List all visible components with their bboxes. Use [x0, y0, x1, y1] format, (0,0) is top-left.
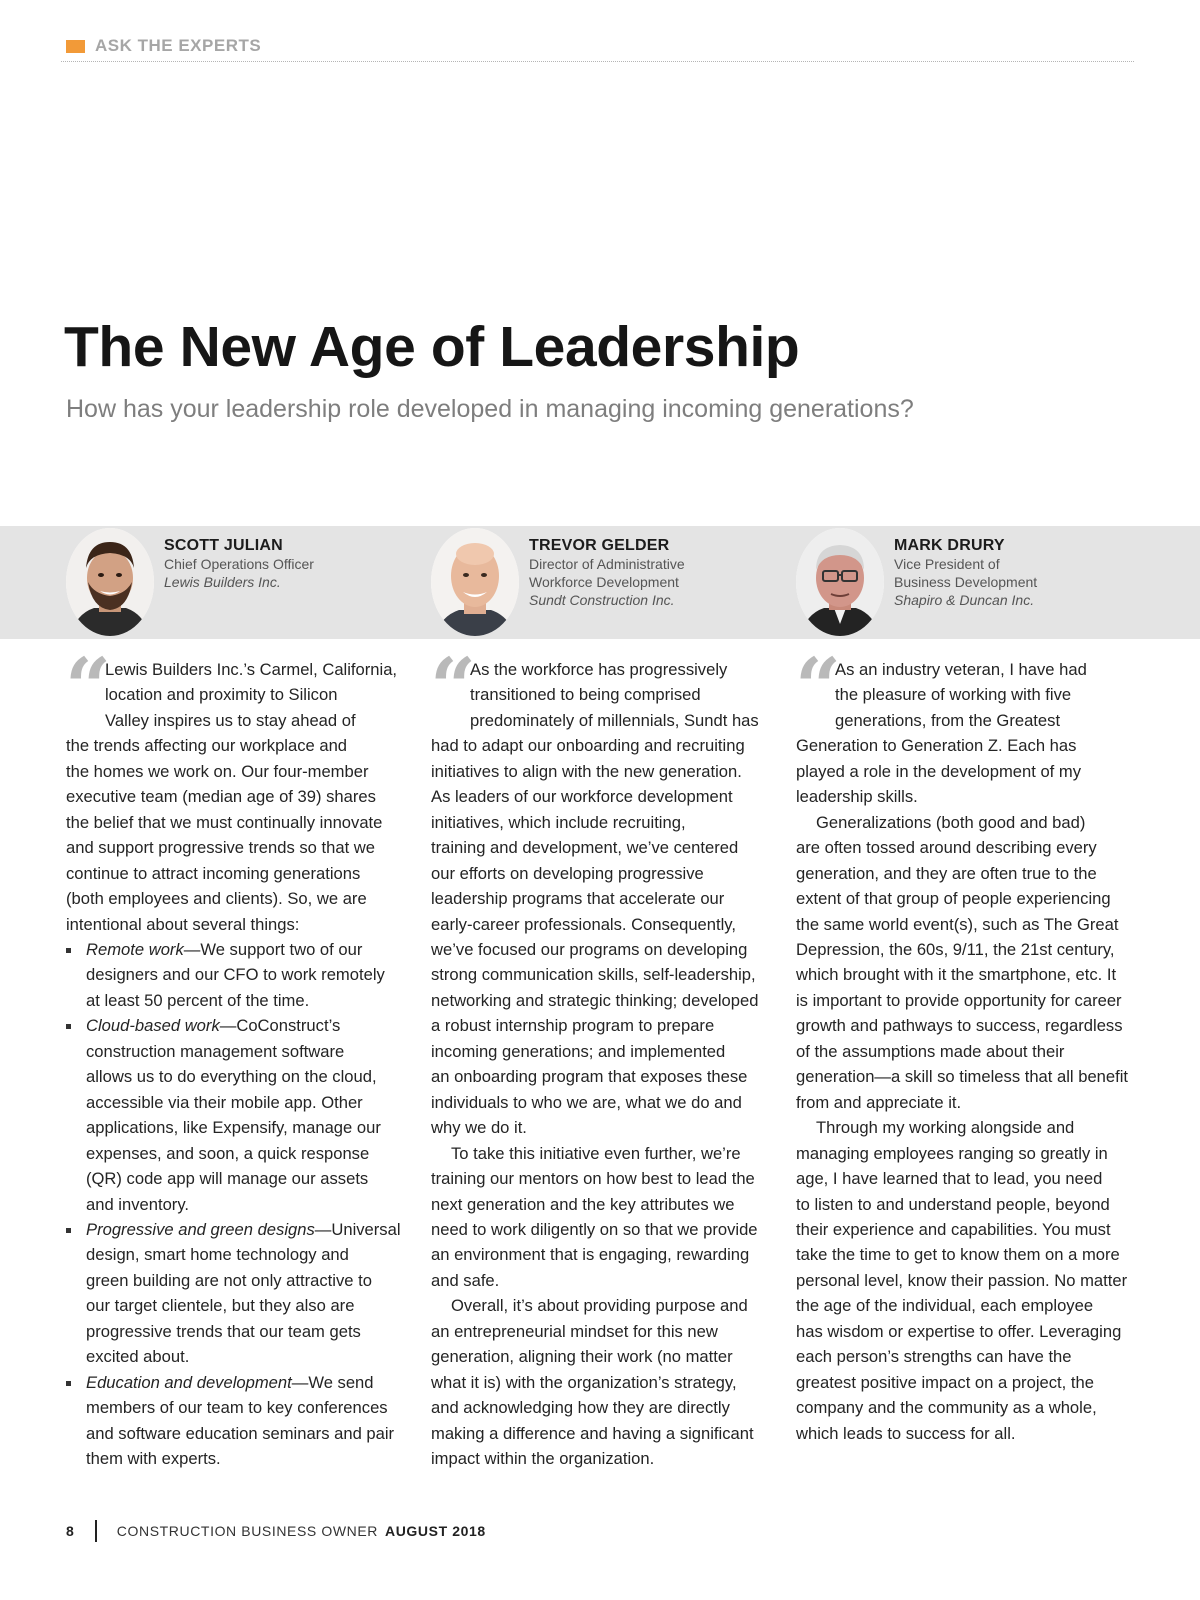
bullet-item-education — [66, 1370, 411, 1472]
expert-photo-1 — [66, 528, 154, 636]
body-line: an onboarding program that exposes these — [431, 1067, 748, 1087]
body-line: managing employees ranging so greatly in — [796, 1143, 1108, 1163]
bullet-marker — [66, 948, 71, 953]
bullet-line: green building are not only attractive to — [86, 1270, 372, 1290]
body-line: generations, from the Greatest — [835, 710, 1061, 730]
expert-info-1 — [164, 536, 394, 591]
expert-company: Lewis Builders Inc. — [164, 574, 281, 590]
body-line: the trends affecting our workplace and — [66, 736, 348, 756]
expert-info-3 — [894, 536, 1124, 609]
page-footer — [66, 1520, 486, 1542]
body-line: has wisdom or expertise to offer. Leveraging — [796, 1321, 1122, 1341]
body-line: greatest positive impact on a project, the — [796, 1372, 1094, 1392]
body-line: To take this initiative even further, we’re — [451, 1143, 741, 1163]
body-line: intentional about several things: — [66, 914, 300, 934]
expert-name: MARK DRURY — [894, 537, 1005, 554]
bullet-marker — [66, 1024, 71, 1029]
bullet-marker — [66, 1228, 71, 1233]
bullet-text: —CoConstruct’s — [219, 1016, 341, 1036]
body-line: location and proximity to Silicon — [105, 685, 338, 705]
body-line: initiatives, which include recruiting, — [431, 812, 686, 832]
body-line: executive team (median age of 39) shares — [66, 787, 376, 807]
body-line: Lewis Builders Inc.’s Carmel, California, — [105, 660, 398, 679]
quote-mark: “ — [430, 640, 477, 734]
body-line: networking and strategic thinking; developed — [431, 990, 759, 1010]
bullet-line: expenses, and soon, a quick response — [86, 1143, 370, 1163]
bullet-term: Education and development — [86, 1372, 292, 1392]
body-line: the age of the individual, each employee — [796, 1296, 1094, 1316]
body-line: (both employees and clients). So, we are — [66, 889, 367, 909]
bullet-term: Remote work — [86, 939, 184, 959]
bullet-line: designers and our CFO to work remotely — [86, 965, 385, 985]
expert-title: Chief Operations Officer — [164, 556, 314, 572]
body-line: which leads to success for all. — [796, 1423, 1016, 1443]
body-line: why we do it. — [431, 1118, 527, 1138]
bullet-line: construction management software — [86, 1041, 345, 1061]
expert-info-2 — [529, 536, 759, 609]
body-line: generation, and they are often true to the — [796, 863, 1097, 883]
body-line: had to adapt our onboarding and recruiting — [431, 736, 745, 756]
body-line: predominately of millennials, Sundt has — [470, 710, 759, 730]
bullet-line: allows us to do everything on the cloud, — [86, 1067, 377, 1087]
expert-photo-2 — [431, 528, 519, 636]
expert-name: TREVOR GELDER — [529, 537, 670, 554]
body-line: strong communication skills, self-leadership, — [431, 965, 756, 985]
body-line: As leaders of our workforce development — [431, 787, 733, 807]
bullet-text: —Universal — [314, 1219, 401, 1239]
body-line: individuals to who we are, what we do and — [431, 1092, 742, 1112]
bullet-term: Cloud-based work — [86, 1016, 220, 1036]
body-line: need to work diligently on so that we provide — [431, 1219, 758, 1239]
bullet-line: progressive trends that our team gets — [86, 1321, 361, 1341]
expert-name: SCOTT JULIAN — [164, 537, 283, 554]
body-line: age, I have learned that to lead, you need — [796, 1169, 1103, 1189]
bullet-text: —We support two of our — [183, 939, 363, 959]
article-subtitle: How has your leadership role developed in managing incoming generations? — [66, 395, 914, 423]
body-line: the homes we work on. Our four-member — [66, 761, 369, 781]
body-line: Generation to Generation Z. Each has — [796, 736, 1077, 756]
bullet-marker — [66, 1381, 71, 1386]
publication-issue: AUGUST 2018 — [385, 1523, 486, 1539]
bullet-line: accessible via their mobile app. Other — [86, 1092, 363, 1112]
quote-mark: “ — [795, 640, 842, 734]
body-line: the same world event(s), such as The Great — [796, 914, 1119, 934]
footer-divider — [95, 1520, 97, 1542]
body-line: growth and pathways to success, regardless — [796, 1016, 1123, 1036]
body-line: impact within the organization. — [431, 1449, 655, 1469]
body-line: their experience and capabilities. You must — [796, 1219, 1111, 1239]
section-accent-square — [66, 40, 85, 53]
body-line: are often tossed around describing every — [796, 838, 1097, 858]
body-line: of the assumptions made about their — [796, 1041, 1065, 1061]
expert-title-line-1: Director of Administrative — [529, 556, 685, 572]
body-line: is important to provide opportunity for career — [796, 990, 1122, 1010]
body-line: early-career professionals. Consequently, — [431, 914, 736, 934]
header-rule — [61, 61, 1134, 62]
bullet-line: and software education seminars and pair — [86, 1423, 395, 1443]
bullet-item-remote-work — [66, 937, 411, 1013]
body-line: Overall, it’s about providing purpose and — [451, 1296, 748, 1316]
body-line: to listen to and understand people, beyond — [796, 1194, 1110, 1214]
body-line: Valley inspires us to stay ahead of — [105, 710, 356, 730]
page-number: 8 — [66, 1523, 74, 1539]
body-line: As an industry veteran, I have had — [835, 660, 1087, 679]
body-line: training and development, we’ve centered — [431, 838, 739, 858]
body-line: and support progressive trends so that we — [66, 838, 376, 858]
bullet-item-cloud-based-work — [66, 1013, 411, 1217]
section-header — [66, 36, 261, 56]
body-line: an entrepreneurial mindset for this new — [431, 1321, 718, 1341]
body-line: an environment that is engaging, rewarding — [431, 1245, 750, 1265]
bullet-line: members of our team to key conferences — [86, 1398, 388, 1418]
body-line: Through my working alongside and — [816, 1118, 1075, 1138]
body-line: extent of that group of people experiencing — [796, 889, 1111, 909]
body-line: which brought with it the smartphone, etc. It — [796, 965, 1117, 985]
expert-title-line-2: Workforce Development — [529, 574, 679, 590]
body-line: personal level, know their passion. No matter — [796, 1270, 1128, 1290]
body-line: continue to attract incoming generations — [66, 863, 361, 883]
bullet-text: —We send — [291, 1372, 374, 1392]
bullet-line: design, smart home technology and — [86, 1245, 349, 1265]
body-line: As the workforce has progressively — [470, 660, 728, 679]
body-line: Generalizations (both good and bad) — [816, 812, 1086, 832]
expert-company: Shapiro & Duncan Inc. — [894, 592, 1035, 608]
body-line: what it is) with the organization’s strategy, — [431, 1372, 737, 1392]
body-line: from and appreciate it. — [796, 1092, 962, 1112]
bullet-item-green-designs — [66, 1217, 411, 1370]
body-line: our efforts on developing progressive — [431, 863, 704, 883]
body-line: company and the community as a whole, — [796, 1398, 1097, 1418]
column-1 — [65, 640, 411, 1472]
body-line: training our mentors on how best to lead the — [431, 1169, 755, 1189]
bullet-line: (QR) code app will manage our assets — [86, 1169, 369, 1189]
body-line: a robust internship program to prepare — [431, 1016, 715, 1036]
section-label: ASK THE EXPERTS — [95, 36, 262, 55]
body-line: each person’s strengths can have the — [796, 1347, 1072, 1367]
body-line: take the time to get to know them on a more — [796, 1245, 1120, 1265]
body-line: and safe. — [431, 1270, 500, 1290]
expert-company: Sundt Construction Inc. — [529, 592, 675, 608]
body-line: played a role in the development of my — [796, 761, 1082, 781]
quote-mark: “ — [65, 640, 112, 734]
body-line: initiatives to align with the new generation. — [431, 761, 742, 781]
bullet-line: our target clientele, but they also are — [86, 1296, 355, 1316]
bullet-line: them with experts. — [86, 1449, 221, 1469]
bullet-line: excited about. — [86, 1347, 190, 1367]
body-line: we’ve focused our programs on developing — [431, 939, 748, 959]
body-line: transitioned to being comprised — [470, 685, 701, 705]
column-3 — [795, 640, 1156, 1446]
body-line: leadership programs that accelerate our — [431, 889, 725, 909]
bullet-line: at least 50 percent of the time. — [86, 990, 310, 1010]
expert-photo-3 — [796, 528, 884, 636]
body-line: and acknowledging how they are directly — [431, 1398, 730, 1418]
body-line: generation—a skill so timeless that all benefit — [796, 1067, 1129, 1087]
bullet-line: applications, like Expensify, manage our — [86, 1118, 381, 1138]
article-title: The New Age of Leadership — [64, 315, 800, 379]
body-line: generation, aligning their work (no matter — [431, 1347, 733, 1367]
body-line: next generation and the key attributes we — [431, 1194, 735, 1214]
expert-title-line-2: Business Development — [894, 574, 1038, 590]
bullet-line: and inventory. — [86, 1194, 190, 1214]
bullet-term: Progressive and green designs — [86, 1219, 315, 1239]
body-line: incoming generations; and implemented — [431, 1041, 726, 1061]
expert-title-line-1: Vice President of — [894, 556, 1000, 572]
body-line: making a difference and having a significant — [431, 1423, 754, 1443]
body-line: leadership skills. — [796, 787, 918, 807]
publication-name: CONSTRUCTION BUSINESS OWNER — [116, 1523, 379, 1539]
body-line: the belief that we must continually innovate — [66, 812, 383, 832]
body-line: Depression, the 60s, 9/11, the 21st century, — [796, 939, 1115, 959]
column-2 — [430, 640, 781, 1472]
body-line: the pleasure of working with five — [835, 685, 1072, 705]
